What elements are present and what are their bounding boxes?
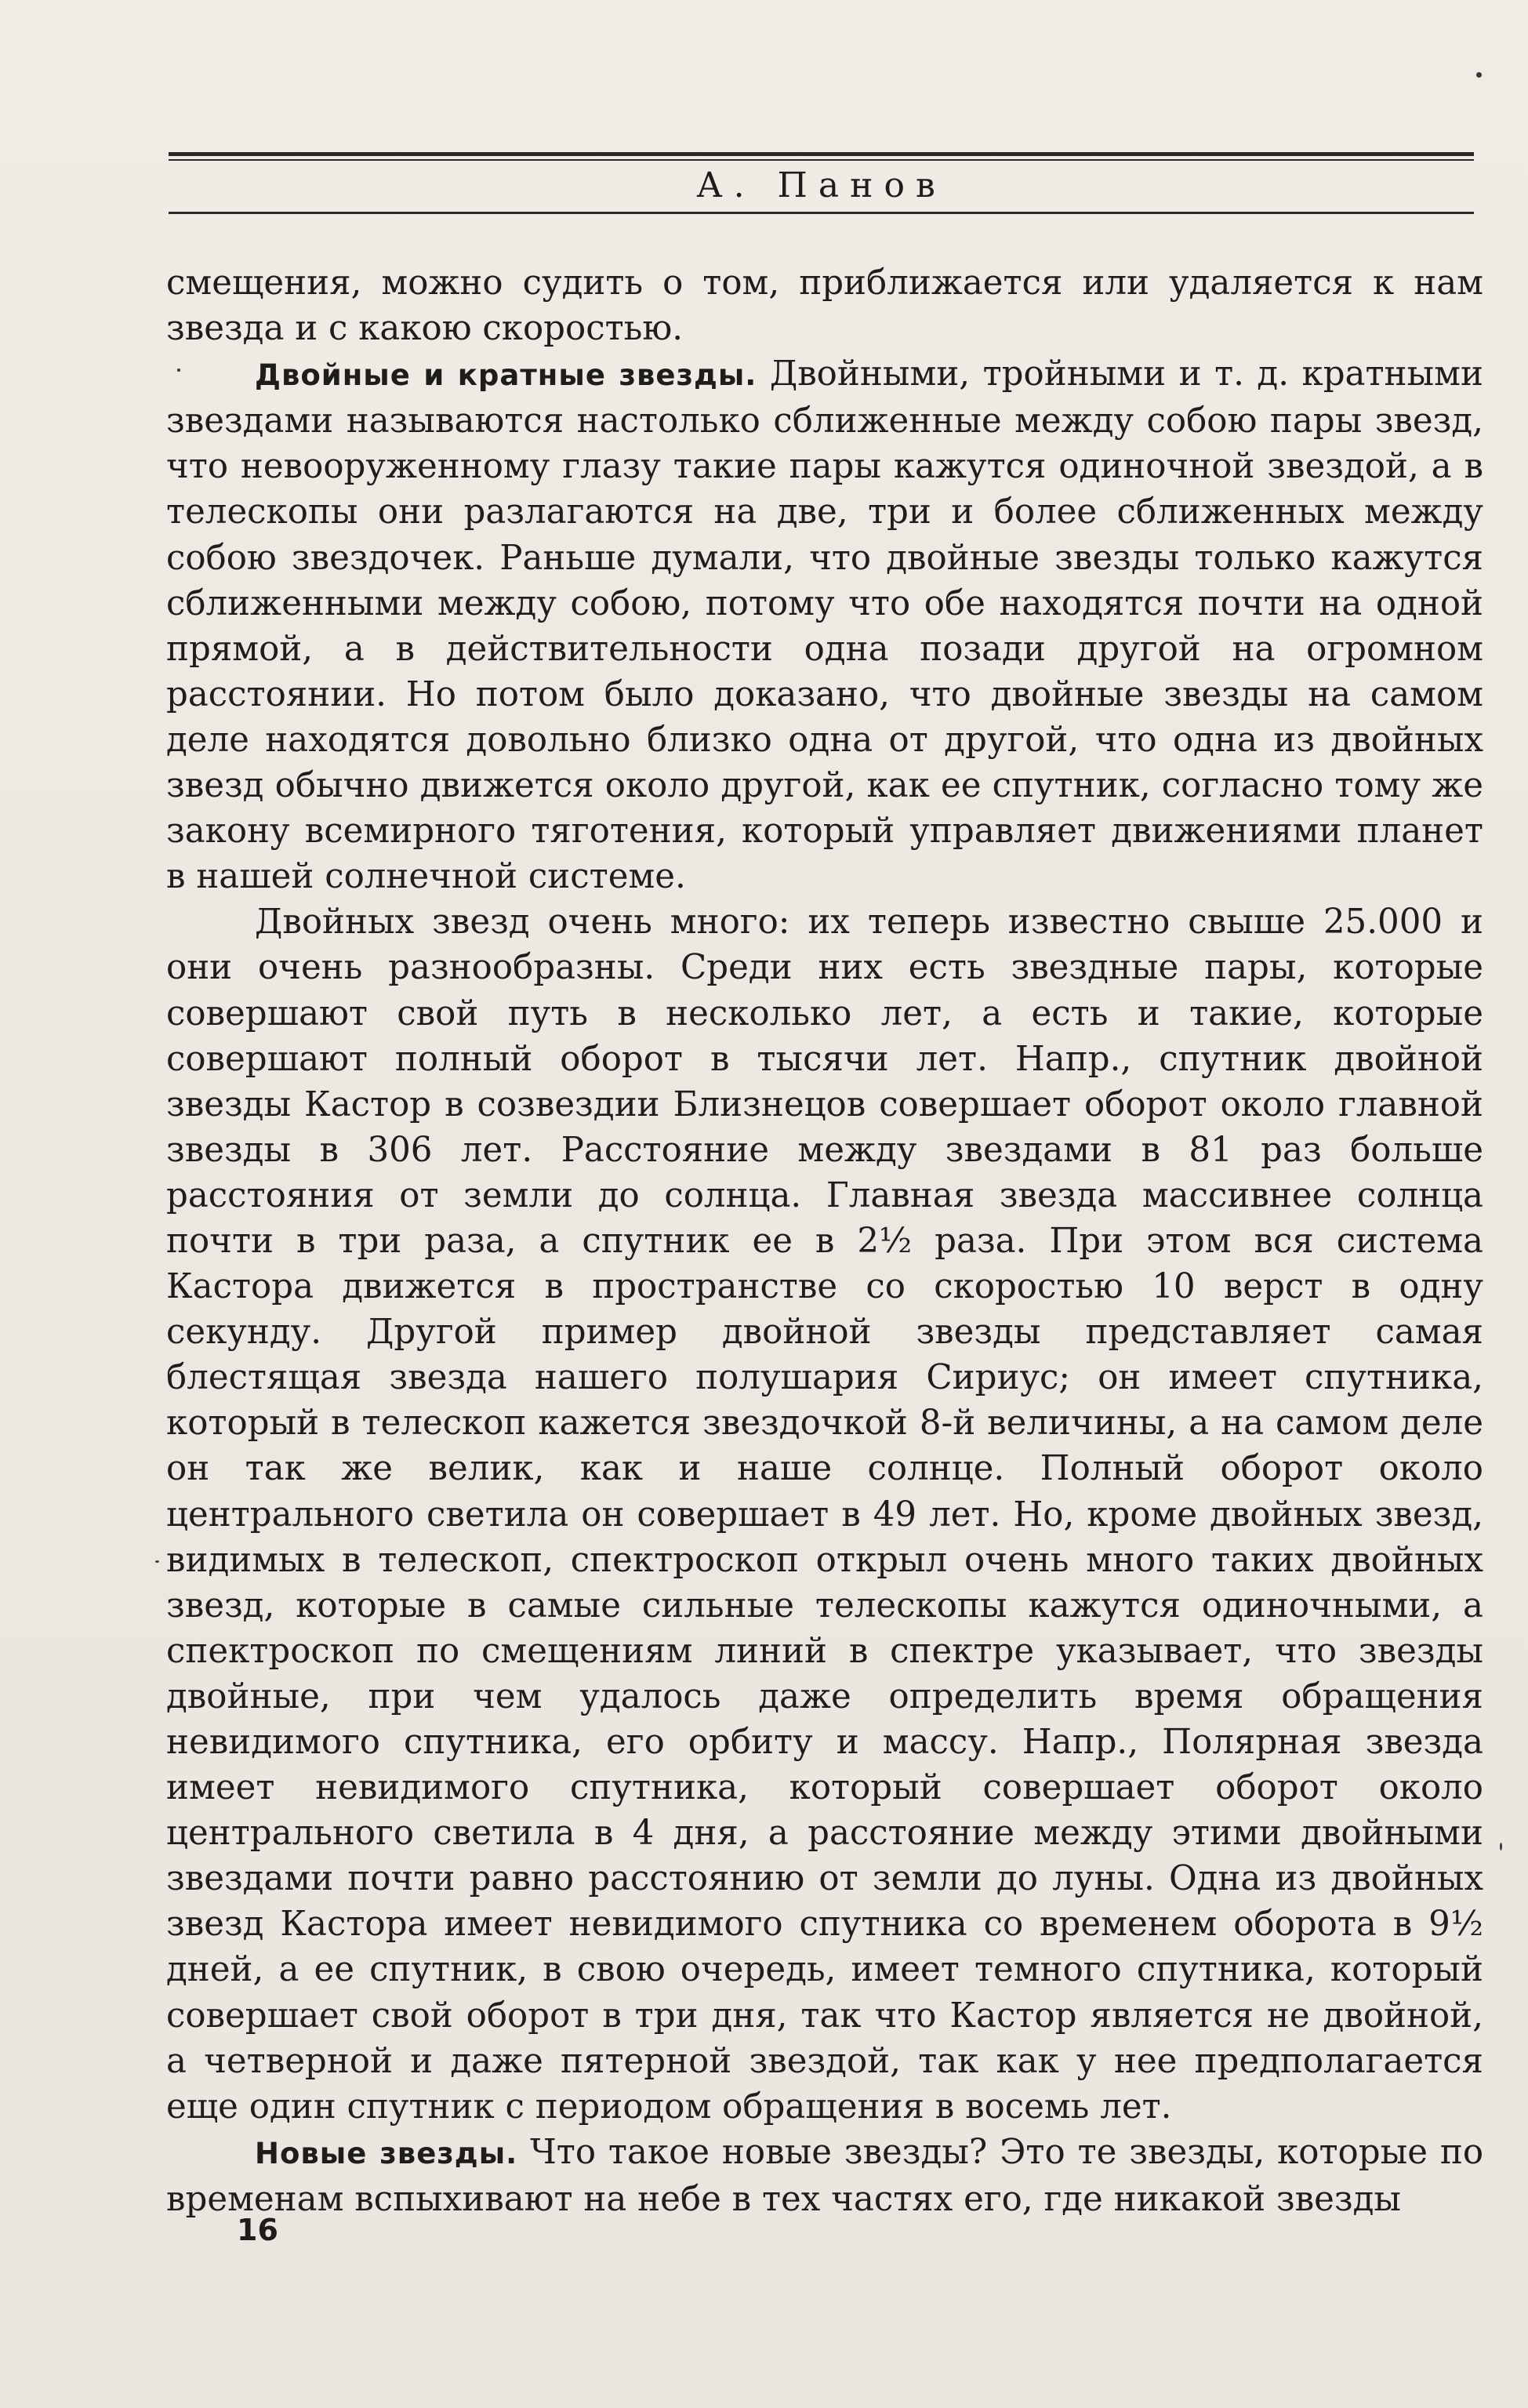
section-title-double-stars: Двойные и кратные звезды. (255, 358, 757, 393)
paragraph-3: Двойных звезд очень много: их теперь известно свыше 25.000 и они очень разнообразны. Среди них есть звездные пары, которые совершают свой путь в несколько лет, а есть и такие, которые совершают полный оборот в тысячи лет. Напр., спутник двойной звезды Кастор в созвездии Близнецов совершает оборот около главной звезды в 306 лет. Расстояние между звездами в 81 раз больше расстояния от земли до солнца. Главная звезда массивнее солнца почти в три раза, а спутник ее в 2½ раза. При этом вся система Кастора движется в пространстве со скоростью 10 верст в одну секунду. Другой пример двойной звезды представляет самая блестящая звезда нашего полушария Сириус; он имеет спутника, который в телескоп кажется звездочкой 8-й величины, а на самом деле он так же велик, как и наше солнце. Полный оборот около центрального светила он совершает в 49 лет. Но, кроме двойных звезд, видимых в телескоп, спектроскоп открыл очень много таких двойных звезд, которые в самые сильные телескопы кажутся одиночными, а спектроскоп по смещениям линий в спектре указывает, что звезды двойные, при чем удалось даже определить время обращения невидимого спутника, его орбиту и массу. Напр., Полярная звезда имеет невидимого спутника, который совершает оборот около центрального светила в 4 дня, а расстояние между этими двойными звездами почти равно расстоянию от земли до луны. Одна из двойных звезд Кастора имеет невидимого спутника со временем оборота в 9½ дней, а ее спутник, в свою очередь, имеет темного спутника, который совершает свой оборот в три дня, так что Кастор является не двойной, а четверной и даже пятерной звездой, так как у нее предполагается еще один спутник с периодом обращения в восемь лет. (166, 903, 1483, 2127)
paragraph-2 (166, 351, 1483, 899)
header-rule-top-thin (169, 159, 1474, 161)
running-head: А. Панов (696, 165, 946, 205)
paragraph-4 (166, 2130, 1483, 2222)
body-text (166, 260, 1483, 2222)
scan-speck (1476, 72, 1482, 78)
paragraph-4-text: Что такое новые звезды? Это те звезды, которые по временам вспыхивают на небе в тех частях его, где никакой звезды (166, 2132, 1484, 2219)
scan-speck (1500, 1843, 1502, 1850)
paragraph-1: смещения, можно судить о том, приближается или удаляется к нам звезда и с какою скоростью. (166, 263, 1483, 349)
paragraph-2-text: Двойными, тройными и т. д. кратными звездами называются настолько сближенные между собою пары звезд, что невооруженному глазу такие пары кажутся одиночной звездой, а в телескопы они разлагаются на две, три и более сближенных между собою звездочек. Раньше думали, что двойные звезды только кажутся сближенными между собою, потому что обе находятся почти на одной прямой, а в действительности одна позади другой на огромном расстоянии. Но потом было доказано, что двойные звезды на самом деле находятся довольно близко одна от другой, что одна из двойных звезд обычно движется около другой, как ее спутник, согласно тому же закону всемирного тяготения, который управляет движениями планет в нашей солнечной системе. (166, 354, 1483, 897)
scan-speck (177, 369, 180, 372)
page-header (169, 147, 1474, 218)
header-rule-top (169, 152, 1474, 156)
scan-speck (155, 1560, 159, 1563)
section-title-new-stars: Новые звезды. (255, 2136, 518, 2170)
header-rule-bottom (169, 212, 1474, 214)
page-number: 16 (237, 2213, 278, 2247)
